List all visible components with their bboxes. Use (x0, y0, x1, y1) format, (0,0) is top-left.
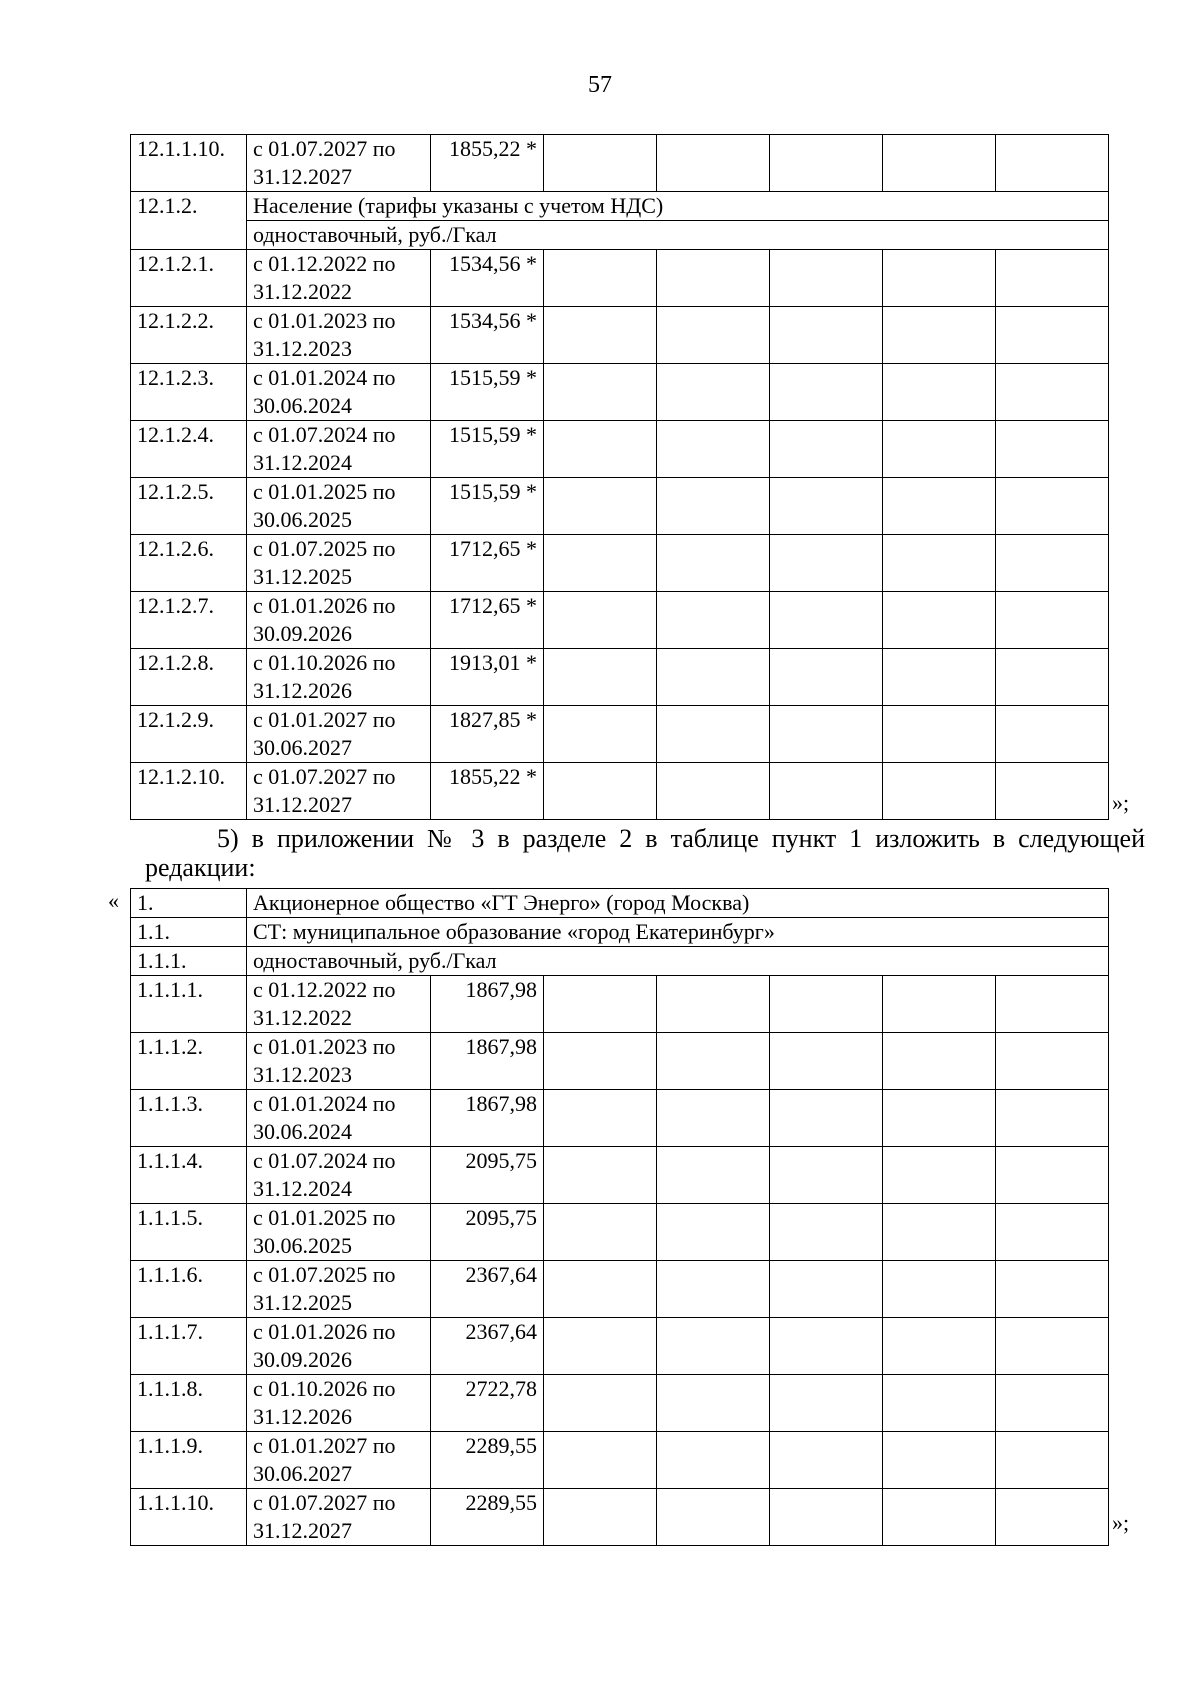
empty-cell (883, 976, 996, 1033)
section-heading-cell: СТ: муниципальное образование «город Екатеринбург» (247, 918, 1109, 947)
row-number-cell: 1.1. (131, 918, 247, 947)
period-cell (247, 592, 431, 649)
table-row (131, 364, 1109, 421)
period-line: 31.12.2023 (253, 1062, 352, 1087)
empty-cell (996, 250, 1109, 307)
tariff-table-gt-energo (130, 888, 1109, 1546)
period-line: с 01.01.2026 по (253, 593, 396, 618)
empty-cell (770, 1318, 883, 1375)
table-row (131, 1204, 1109, 1261)
empty-cell (657, 478, 770, 535)
empty-cell (657, 592, 770, 649)
period-cell (247, 1318, 431, 1375)
empty-cell (996, 1147, 1109, 1204)
row-number-cell: 12.1.2.4. (131, 421, 247, 478)
section-heading-cell: одноставочный, руб./Гкал (247, 221, 1109, 250)
period-line: 31.12.2022 (253, 279, 352, 304)
row-number-cell: 1.1.1.8. (131, 1375, 247, 1432)
period-line: с 01.12.2022 по (253, 251, 396, 276)
period-cell (247, 307, 431, 364)
empty-cell (883, 1147, 996, 1204)
empty-cell (883, 1090, 996, 1147)
tariff-table-population (130, 134, 1109, 820)
period-cell (247, 478, 431, 535)
period-cell (247, 135, 431, 192)
row-number-cell: 1.1.1.7. (131, 1318, 247, 1375)
empty-cell (883, 592, 996, 649)
empty-cell (657, 649, 770, 706)
empty-cell (657, 763, 770, 820)
empty-cell (996, 1489, 1109, 1546)
tariff-value-cell: 2289,55 (431, 1432, 544, 1489)
period-line: 30.06.2027 (253, 735, 352, 760)
empty-cell (770, 1090, 883, 1147)
empty-cell (657, 1090, 770, 1147)
row-number-cell: 12.1.2.6. (131, 535, 247, 592)
empty-cell (770, 1204, 883, 1261)
section-heading-cell: Акционерное общество «ГТ Энерго» (город Москва) (247, 889, 1109, 918)
row-number-cell: 12.1.1.10. (131, 135, 247, 192)
row-number-cell: 12.1.2. (131, 192, 247, 250)
tariff-value-cell: 1534,56 * (431, 250, 544, 307)
empty-cell (883, 535, 996, 592)
empty-cell (657, 706, 770, 763)
tariff-value-cell: 1867,98 (431, 1090, 544, 1147)
tariff-value-cell: 1855,22 * (431, 135, 544, 192)
empty-cell (544, 1261, 657, 1318)
table-row (131, 1033, 1109, 1090)
table-row (131, 1432, 1109, 1489)
empty-cell (770, 976, 883, 1033)
table-row (131, 1318, 1109, 1375)
empty-cell (770, 1261, 883, 1318)
period-cell (247, 364, 431, 421)
period-line: с 01.01.2024 по (253, 1091, 396, 1116)
period-cell (247, 1489, 431, 1546)
period-line: 30.06.2025 (253, 507, 352, 532)
empty-cell (996, 364, 1109, 421)
period-line: 31.12.2026 (253, 678, 352, 703)
empty-cell (657, 1375, 770, 1432)
tariff-value-cell: 2289,55 (431, 1489, 544, 1546)
row-number-cell: 1.1.1.9. (131, 1432, 247, 1489)
empty-cell (544, 364, 657, 421)
row-number-cell: 1.1.1.1. (131, 976, 247, 1033)
table-row (131, 1261, 1109, 1318)
paragraph-line: редакции: (145, 853, 256, 882)
empty-cell (996, 592, 1109, 649)
empty-cell (996, 1432, 1109, 1489)
empty-cell (770, 250, 883, 307)
table-heading-row (131, 221, 1109, 250)
empty-cell (883, 250, 996, 307)
empty-cell (996, 1204, 1109, 1261)
empty-cell (996, 478, 1109, 535)
tariff-value-cell: 1515,59 * (431, 478, 544, 535)
closing-quote-mark: »; (1112, 1510, 1130, 1535)
empty-cell (883, 1261, 996, 1318)
empty-cell (770, 1375, 883, 1432)
period-cell (247, 763, 431, 820)
empty-cell (657, 1489, 770, 1546)
empty-cell (657, 1033, 770, 1090)
row-number-cell: 12.1.2.9. (131, 706, 247, 763)
empty-cell (996, 706, 1109, 763)
empty-cell (883, 649, 996, 706)
empty-cell (544, 421, 657, 478)
empty-cell (996, 763, 1109, 820)
period-line: с 01.10.2026 по (253, 650, 396, 675)
empty-cell (657, 976, 770, 1033)
row-number-cell: 12.1.2.8. (131, 649, 247, 706)
table-heading-row (131, 192, 1109, 221)
empty-cell (770, 706, 883, 763)
empty-cell (883, 307, 996, 364)
empty-cell (544, 649, 657, 706)
period-line: 30.09.2026 (253, 1347, 352, 1372)
period-cell (247, 421, 431, 478)
period-line: с 01.01.2025 по (253, 479, 396, 504)
empty-cell (770, 135, 883, 192)
tariff-value-cell: 1867,98 (431, 976, 544, 1033)
row-number-cell: 1.1.1.5. (131, 1204, 247, 1261)
period-line: с 01.01.2023 по (253, 1034, 396, 1059)
opening-quote-mark: « (108, 888, 119, 913)
table-row (131, 1375, 1109, 1432)
period-line: с 01.07.2024 по (253, 1148, 396, 1173)
empty-cell (883, 706, 996, 763)
period-line: с 01.07.2027 по (253, 1490, 396, 1515)
row-number-cell: 12.1.2.7. (131, 592, 247, 649)
tariff-value-cell: 2095,75 (431, 1147, 544, 1204)
period-line: с 01.12.2022 по (253, 977, 396, 1002)
period-cell (247, 976, 431, 1033)
row-number-cell: 12.1.2.5. (131, 478, 247, 535)
empty-cell (883, 421, 996, 478)
empty-cell (544, 250, 657, 307)
empty-cell (657, 364, 770, 421)
period-line: 30.09.2026 (253, 621, 352, 646)
tariff-value-cell: 1534,56 * (431, 307, 544, 364)
row-number-cell: 12.1.2.2. (131, 307, 247, 364)
empty-cell (544, 1375, 657, 1432)
empty-cell (544, 135, 657, 192)
empty-cell (996, 1261, 1109, 1318)
row-number-cell: 1.1.1.10. (131, 1489, 247, 1546)
empty-cell (770, 763, 883, 820)
period-line: с 01.01.2027 по (253, 707, 396, 732)
period-line: с 01.01.2024 по (253, 365, 396, 390)
empty-cell (544, 592, 657, 649)
table-row (131, 535, 1109, 592)
period-line: с 01.07.2025 по (253, 536, 396, 561)
closing-quote-mark: »; (1112, 790, 1130, 815)
empty-cell (657, 307, 770, 364)
empty-cell (996, 421, 1109, 478)
empty-cell (996, 535, 1109, 592)
empty-cell (770, 592, 883, 649)
paragraph-line: 5) в приложении № 3 в разделе 2 в таблице пункт 1 изложить в следующей (217, 824, 1145, 853)
empty-cell (544, 1318, 657, 1375)
tariff-value-cell: 1913,01 * (431, 649, 544, 706)
empty-cell (657, 1318, 770, 1375)
table-row (131, 307, 1109, 364)
table-row (131, 478, 1109, 535)
row-number-cell: 1.1.1.2. (131, 1033, 247, 1090)
empty-cell (996, 307, 1109, 364)
empty-cell (544, 307, 657, 364)
period-cell (247, 649, 431, 706)
table-row (131, 592, 1109, 649)
period-line: с 01.01.2027 по (253, 1433, 396, 1458)
tariff-value-cell: 2095,75 (431, 1204, 544, 1261)
empty-cell (544, 1432, 657, 1489)
period-line: с 01.07.2027 по (253, 136, 396, 161)
empty-cell (883, 1204, 996, 1261)
empty-cell (544, 478, 657, 535)
row-number-cell: 1.1.1.3. (131, 1090, 247, 1147)
period-cell (247, 1261, 431, 1318)
empty-cell (657, 1261, 770, 1318)
table-row (131, 1147, 1109, 1204)
empty-cell (657, 1147, 770, 1204)
period-line: с 01.07.2027 по (253, 764, 396, 789)
row-number-cell: 1.1.1.4. (131, 1147, 247, 1204)
period-cell (247, 1375, 431, 1432)
empty-cell (544, 535, 657, 592)
empty-cell (770, 1033, 883, 1090)
period-line: с 01.01.2025 по (253, 1205, 396, 1230)
empty-cell (883, 478, 996, 535)
tariff-value-cell: 1712,65 * (431, 535, 544, 592)
period-line: 31.12.2024 (253, 1176, 352, 1201)
empty-cell (883, 1489, 996, 1546)
page-number: 57 (588, 72, 612, 98)
empty-cell (657, 1204, 770, 1261)
empty-cell (657, 421, 770, 478)
empty-cell (996, 976, 1109, 1033)
period-line: 31.12.2023 (253, 336, 352, 361)
table-row (131, 1489, 1109, 1546)
empty-cell (883, 763, 996, 820)
table-row (131, 421, 1109, 478)
empty-cell (544, 763, 657, 820)
period-cell (247, 1147, 431, 1204)
tariff-value-cell: 1855,22 * (431, 763, 544, 820)
empty-cell (657, 135, 770, 192)
tariff-value-cell: 1712,65 * (431, 592, 544, 649)
empty-cell (770, 649, 883, 706)
row-number-cell: 12.1.2.1. (131, 250, 247, 307)
period-line: 31.12.2025 (253, 564, 352, 589)
empty-cell (883, 364, 996, 421)
empty-cell (770, 421, 883, 478)
empty-cell (544, 1489, 657, 1546)
empty-cell (544, 976, 657, 1033)
period-line: 31.12.2027 (253, 792, 352, 817)
row-number-cell: 1.1.1. (131, 947, 247, 976)
period-cell (247, 250, 431, 307)
period-line: 30.06.2025 (253, 1233, 352, 1258)
section-heading-cell: Население (тарифы указаны с учетом НДС) (247, 192, 1109, 221)
period-line: с 01.07.2025 по (253, 1262, 396, 1287)
period-line: 31.12.2027 (253, 1518, 352, 1543)
table-row (131, 1090, 1109, 1147)
empty-cell (770, 535, 883, 592)
period-line: с 01.07.2024 по (253, 422, 396, 447)
empty-cell (883, 1033, 996, 1090)
row-number-cell: 1. (131, 889, 247, 918)
empty-cell (996, 1090, 1109, 1147)
row-number-cell: 12.1.2.10. (131, 763, 247, 820)
period-line: 30.06.2024 (253, 1119, 352, 1144)
tariff-value-cell: 2367,64 (431, 1318, 544, 1375)
empty-cell (544, 1090, 657, 1147)
table-row (131, 135, 1109, 192)
period-line: 31.12.2022 (253, 1005, 352, 1030)
period-line: с 01.01.2023 по (253, 308, 396, 333)
table-heading-row (131, 918, 1109, 947)
tariff-value-cell: 1515,59 * (431, 364, 544, 421)
period-cell (247, 1204, 431, 1261)
table-heading-row (131, 947, 1109, 976)
empty-cell (770, 307, 883, 364)
tariff-value-cell: 1827,85 * (431, 706, 544, 763)
tariff-value-cell: 1867,98 (431, 1033, 544, 1090)
tariff-value-cell: 1515,59 * (431, 421, 544, 478)
empty-cell (770, 364, 883, 421)
period-line: 31.12.2026 (253, 1404, 352, 1429)
row-number-cell: 12.1.2.3. (131, 364, 247, 421)
empty-cell (544, 1204, 657, 1261)
empty-cell (544, 1033, 657, 1090)
table-row (131, 976, 1109, 1033)
empty-cell (657, 535, 770, 592)
empty-cell (996, 1375, 1109, 1432)
empty-cell (996, 1318, 1109, 1375)
empty-cell (883, 1318, 996, 1375)
empty-cell (883, 1432, 996, 1489)
empty-cell (770, 1489, 883, 1546)
section-heading-cell: одноставочный, руб./Гкал (247, 947, 1109, 976)
empty-cell (883, 135, 996, 192)
amendment-paragraph (145, 824, 1145, 882)
table-row (131, 763, 1109, 820)
empty-cell (883, 1375, 996, 1432)
period-line: с 01.10.2026 по (253, 1376, 396, 1401)
period-cell (247, 706, 431, 763)
empty-cell (996, 135, 1109, 192)
period-cell (247, 1033, 431, 1090)
empty-cell (544, 706, 657, 763)
period-line: 30.06.2027 (253, 1461, 352, 1486)
empty-cell (996, 649, 1109, 706)
row-number-cell: 1.1.1.6. (131, 1261, 247, 1318)
period-line: 31.12.2025 (253, 1290, 352, 1315)
empty-cell (770, 478, 883, 535)
period-line: с 01.01.2026 по (253, 1319, 396, 1344)
empty-cell (657, 250, 770, 307)
period-line: 30.06.2024 (253, 393, 352, 418)
table-row (131, 250, 1109, 307)
empty-cell (770, 1147, 883, 1204)
empty-cell (996, 1033, 1109, 1090)
tariff-value-cell: 2367,64 (431, 1261, 544, 1318)
empty-cell (544, 1147, 657, 1204)
tariff-value-cell: 2722,78 (431, 1375, 544, 1432)
table-row (131, 706, 1109, 763)
period-cell (247, 1432, 431, 1489)
table-heading-row (131, 889, 1109, 918)
period-line: 31.12.2027 (253, 164, 352, 189)
period-cell (247, 1090, 431, 1147)
empty-cell (657, 1432, 770, 1489)
period-cell (247, 535, 431, 592)
empty-cell (770, 1432, 883, 1489)
table-row (131, 649, 1109, 706)
period-line: 31.12.2024 (253, 450, 352, 475)
